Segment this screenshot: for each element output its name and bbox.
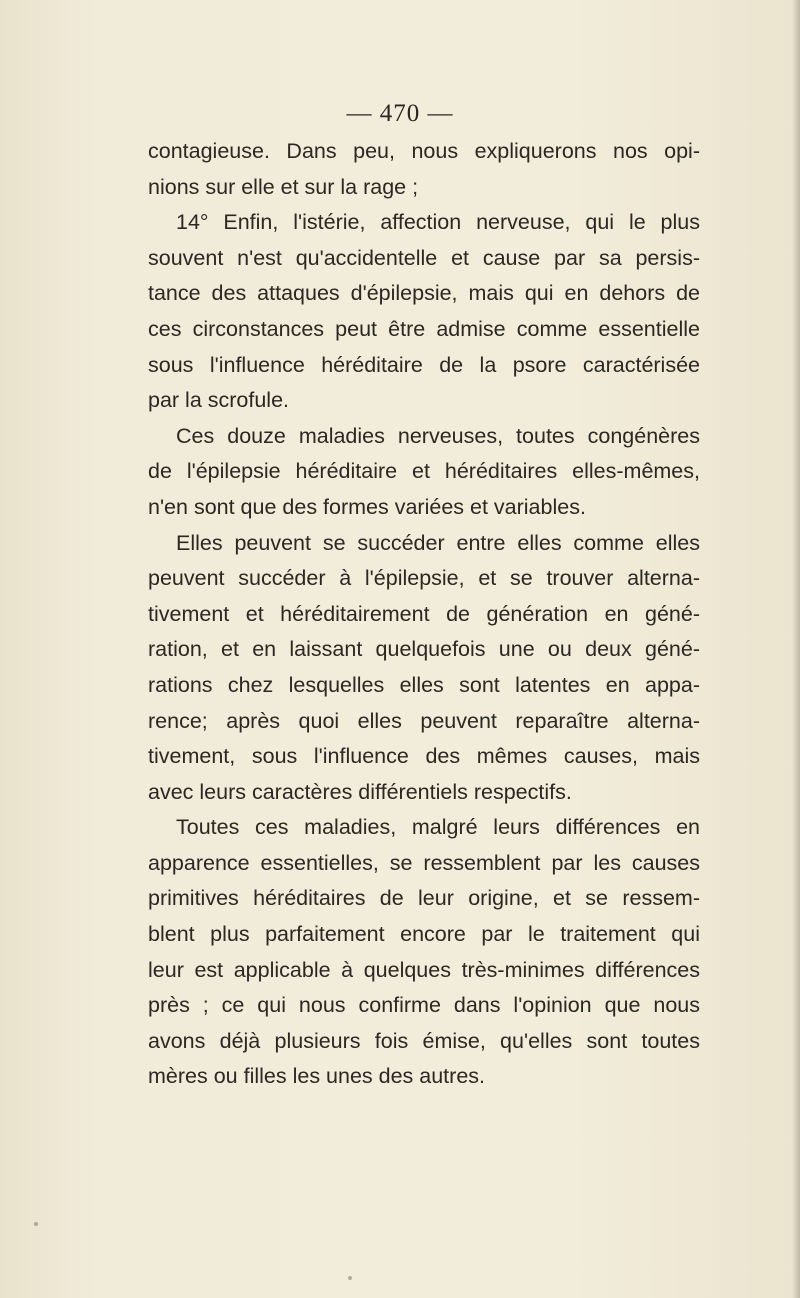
paper-fleck (34, 1222, 38, 1226)
paper-fleck (348, 1276, 352, 1280)
text-line: ration, et en laissant quelquefois une ou deux géné- (148, 637, 700, 662)
body-text (148, 134, 700, 1095)
text-line: blent plus parfaitement encore par le traitement qui (148, 922, 700, 947)
text-line: nions sur elle et sur la rage ; (148, 174, 419, 199)
page-edge-shadow (792, 0, 800, 1298)
text-line: rence; après quoi elles peuvent reparaître alterna- (148, 708, 700, 733)
text-line: leur est applicable à quelques très-minimes différences (148, 957, 700, 982)
text-line: tivement, sous l'influence des mêmes causes, mais (148, 744, 700, 769)
text-line: ces circonstances peut être admise comme essentielle (148, 316, 700, 341)
page-number: — 470 — (346, 100, 454, 127)
text-line: par la scrofule. (148, 388, 290, 413)
text-line: souvent n'est qu'accidentelle et cause par sa persis- (148, 245, 700, 270)
text-line: 14° Enfin, l'istérie, affection nerveuse, qui le plus (176, 210, 700, 235)
text-line: Elles peuvent se succéder entre elles comme elles (176, 530, 700, 555)
text-line: tivement et héréditairement de génération en géné- (148, 601, 700, 626)
text-line: peuvent succéder à l'épilepsie, et se trouver alterna- (148, 566, 700, 591)
text-line: près ; ce qui nous confirme dans l'opinion que nous (148, 993, 700, 1018)
text-line: n'en sont que des formes variées et variables. (148, 494, 586, 519)
text-line: mères ou filles les unes des autres. (148, 1064, 485, 1089)
text-line: contagieuse. Dans peu, nous expliquerons nos opi- (148, 139, 700, 163)
text-line: rations chez lesquelles elles sont latentes en appa- (148, 672, 700, 697)
text-line: avec leurs caractères différentiels respectifs. (148, 779, 572, 804)
text-line: avons déjà plusieurs fois émise, qu'elles sont toutes (148, 1028, 700, 1053)
text-line: apparence essentielles, se ressemblent par les causes (148, 850, 700, 875)
text-line: tance des attaques d'épilepsie, mais qui en dehors de (148, 281, 700, 306)
text-line: primitives héréditaires de leur origine, et se ressem- (148, 886, 700, 911)
text-line: de l'épilepsie héréditaire et héréditaires elles-mêmes, (148, 459, 700, 484)
text-line: Toutes ces maladies, malgré leurs différences en (176, 815, 700, 840)
text-line: Ces douze maladies nerveuses, toutes congénères (176, 423, 700, 448)
text-line: sous l'influence héréditaire de la psore caractérisée (148, 352, 700, 377)
